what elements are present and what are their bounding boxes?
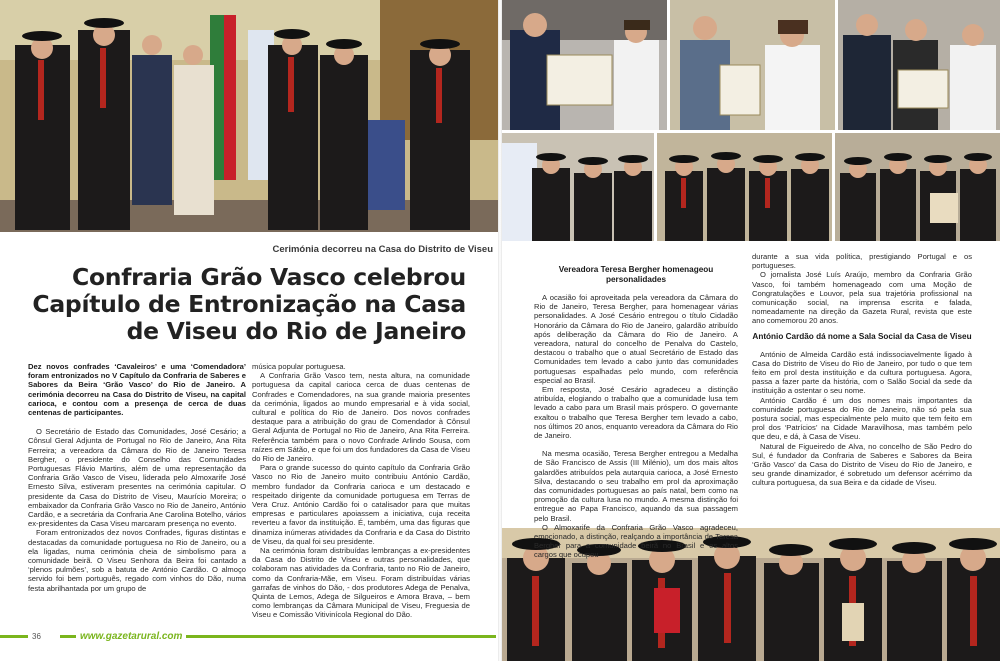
paragraph: música popular portuguesa. [252,362,346,371]
paragraph: António Cardão é um dos nomes mais importantes da comunidade portuguesa do Rio de Janeiro, não só pela sua postura social, mas especialmente pelo muito que tem feito em prol dos ‘Patrícios’ na Cidade Maravilhosa, mas também pelo que deu, e dá, à Casa de Viseu. [752,395,972,442]
article-headline: Confraria Grão Vasco celebrou Capítulo de Entronização na Casa de Viseu do Rio de Janeiro [32,263,466,345]
subheading-bergher: Vereadora Teresa Bergher homenageou personalidades [558,265,714,284]
award-photo-1 [502,0,667,130]
award-photo-3 [838,0,1000,130]
page-number: 36 [32,632,41,641]
paragraph: Em resposta, José Cesário agradeceu a distinção atribuída, elogiando o trabalho que a comunidade lusa tem levado a cabo para um Brasil mais próspero. O governante exaltou o trabalho que Teresa Bergher tem levado a cabo, nos últimos 20 anos, enquanto vereadora da Câmara do Rio de Janeiro. [534,385,738,441]
paragraph: O jornalista José Luís Araújo, membro da Confraria Grão Vasco, foi também homenageado com uma Moção de Congratulações e Louvor, pela sua trajetória profissional na comunicação social, na imprensa escrita e falada, nomeadamente na direção da Gazeta Rural, revista que este ano comemorou 20 anos. [752,270,972,326]
paragraph: O Secretário de Estado das Comunidades, José Cesário; a Cônsul Geral Adjunta de Portugal no Rio de Janeiro, Ana Rita Ferreira; a vereadora da Câmara do Rio de Janeiro Teresa Bergher, o presidente do Conselho das Comunidades Portuguesas Flávio Martins, além de uma representação da Confraria Grão Vasco de Viseu, liderada pelo Almoxarife José Ernesto Silva, estiveram presentes na cerimónia capitular. O presidente da Casa do Distrito de Viseu, Maurício Moreira; o embaixador da Confraria Grão Vasco no Rio de Janeiro, António Cardão, e a secretária da Confraria Ane Carolina Botelho, vários ex-presidentes da Casa Viseu marcaram presença no evento. [28,427,246,529]
subheading-cardao: António Cardão dá nome a Sala Social da Casa de Viseu [752,331,972,341]
main-group-photo [0,0,498,232]
paragraph: Na cerimónia foram distribuídas lembranças a ex-presidentes da Casa do Distrito de Viseu e outras personalidades, que colaboram nas atividades da Confraria, tanto no Rio de Janeiro, como da Confraria-Mãe, em Viseu. Foram distribuídas várias garrafas de vinhos do Dão, - dos produtores Adega de Penalva, Quinta de Lemos, Adega de Silgueiros e Amora Brava, – bem como lembranças da Câmara Municipal de Viseu, Freguesia de Viseu e Comissão Vitivinícola Regional do Dão. [252,546,470,620]
confrades-photo-1 [502,133,654,241]
article-lead: Dez novos confrades ‘Cavaleiros’ e uma ‘Comendadora’ foram entronizados no V Capítulo da Confraria de Saberes e Sabores da Beira ‘Grão Vasco’ do Rio de Janeiro. A cerimónia decorreu na Casa do Distrito de Viseu, na capital carioca, e contou com a presença de cerca de duas centenas de participantes. [28,362,246,418]
award-photo-2 [670,0,835,130]
website-link[interactable]: www.gazetarural.com [76,631,186,642]
paragraph: A ocasião foi aproveitada pela vereadora da Câmara do Rio de Janeiro, Teresa Bergher, para homenagear várias personalidades. A José Cesário entregou o título Cidadão Honorário da Câmara do Rio de Janeiro, galardão atribuído após deliberação da Câmara do Rio de Janeiro. A vereadora, natural do concelho de Penalva do Castelo, destacou o trabalho que o atual Secretário de Estado das Comunidades tem levado a cabo junto das comunidades portuguesas espalhadas pelo mundo, com referência especial ao Brasil. [534,293,738,385]
paragraph: António de Almeida Cardão está indissociavelmente ligado à Casa do Distrito de Viseu do Rio de Janeiro, por tudo o que tem feito em prol desta instituição e da cultura portuguesa. Agora, passa a fazer parte da história, com o Salão Social da sede da instituição a ostentar o seu nome. [752,349,972,396]
paragraph: A Confraria Grão Vasco tem, nesta altura, na comunidade portuguesa da capital carioca cerca de duas centenas de Confrades e Comendadores, na sua grande maioria presentes da cerimónia, ligados ao mundo empresarial e à vida social, cultural e política do Rio de Janeiro. Dos novos confrades destaque para a atribuição do grau de Comendador à Cônsul Geral Adjunta de Portugal no Rio de Janeiro, Ana Rita Ferreira. Referência também para o novo Confrade Arlindo Sousa, com raízes em Sátão, e que foi um dos fundadores da Casa de Viseu do Rio de Janeiro. [252,371,470,464]
article-kicker: Cerimónia decorreu na Casa do Distrito de Viseu [272,244,493,255]
paragraph: Foram entronizados dez novos Confrades, figuras distintas e destacadas da comunidade portuguesa no Rio de Janeiro, ou a ela ligadas, numa cerimónia cheia de simbolismo para a comunidade beirã. O Viseu Senhora da Beira foi cantado a ‘plenos pulmões’, sob a batuta de António Cardão. O almoço servido foi bem português, regado com vinhos do Dão, numa festa abrilhantada por um grupo de [28,528,246,593]
paragraph: Na mesma ocasião, Teresa Bergher entregou a Medalha de São Francisco de Assis (III Milénio), um dos mais altos galardões atribuídos pela autarquia carioca, a José Ernesto Silva, destacando o seu trabalho em prol da aproximação das comunidades portuguesas ao país natal, bem como na promoção da cultura lusa no mundo. A mesma distinção foi entregue ao Papa Francisco, aquando da sua passagem pelo Brasil. [534,449,738,523]
paragraph: durante a sua vida política, prestigiando Portugal e os portugueses. [752,252,972,271]
text-column-1 [28,362,246,630]
page-gutter [498,0,502,661]
text-column-4 [752,252,972,524]
confrades-photo-2 [657,133,832,241]
text-column-3 [534,261,738,560]
confrades-photo-3 [835,133,1000,241]
footer-rule-left [0,635,28,638]
paragraph: Natural de Figueiredo de Alva, no concelho de São Pedro do Sul, é fundador da Confraria de Saberes e Sabores da Beira ‘Grão Vasco’ da Casa do Distrito de Viseu do Rio de Janeiro, e seu grande dinamizador, é sobretudo um defensor acérrimo da cultura portuguesa, da sua Beira e da cidade de Viseu. [752,441,972,488]
footer-bar [0,632,496,642]
paragraph: Para o grande sucesso do quinto capítulo da Confraria Grão Vasco no Rio de Janeiro muito contribuiu António Cardão, membro fundador da Confraria carioca e um destacado e respeitado dirigente da comunidade portuguesa em Terras de Vera Cruz. António Cardão foi o catalisador para que muitas empresas e particulares apoiassem a iniciativa, cuja receita reverteu a favor da instituição. É, também, uma das figuras que dinamiza inúmeras atividades da Confraria e da Casa do Distrito de Viseu, da qual foi seu presidente. [252,463,470,546]
paragraph: O Almoxarife da Confraria Grão Vasco agradeceu, emocionado, a distinção, realçando a importância de Teresa Bergher para a comunidade beirã no Brasil e os altos cargos que ocupou [534,522,738,560]
text-column-2 [252,362,470,630]
